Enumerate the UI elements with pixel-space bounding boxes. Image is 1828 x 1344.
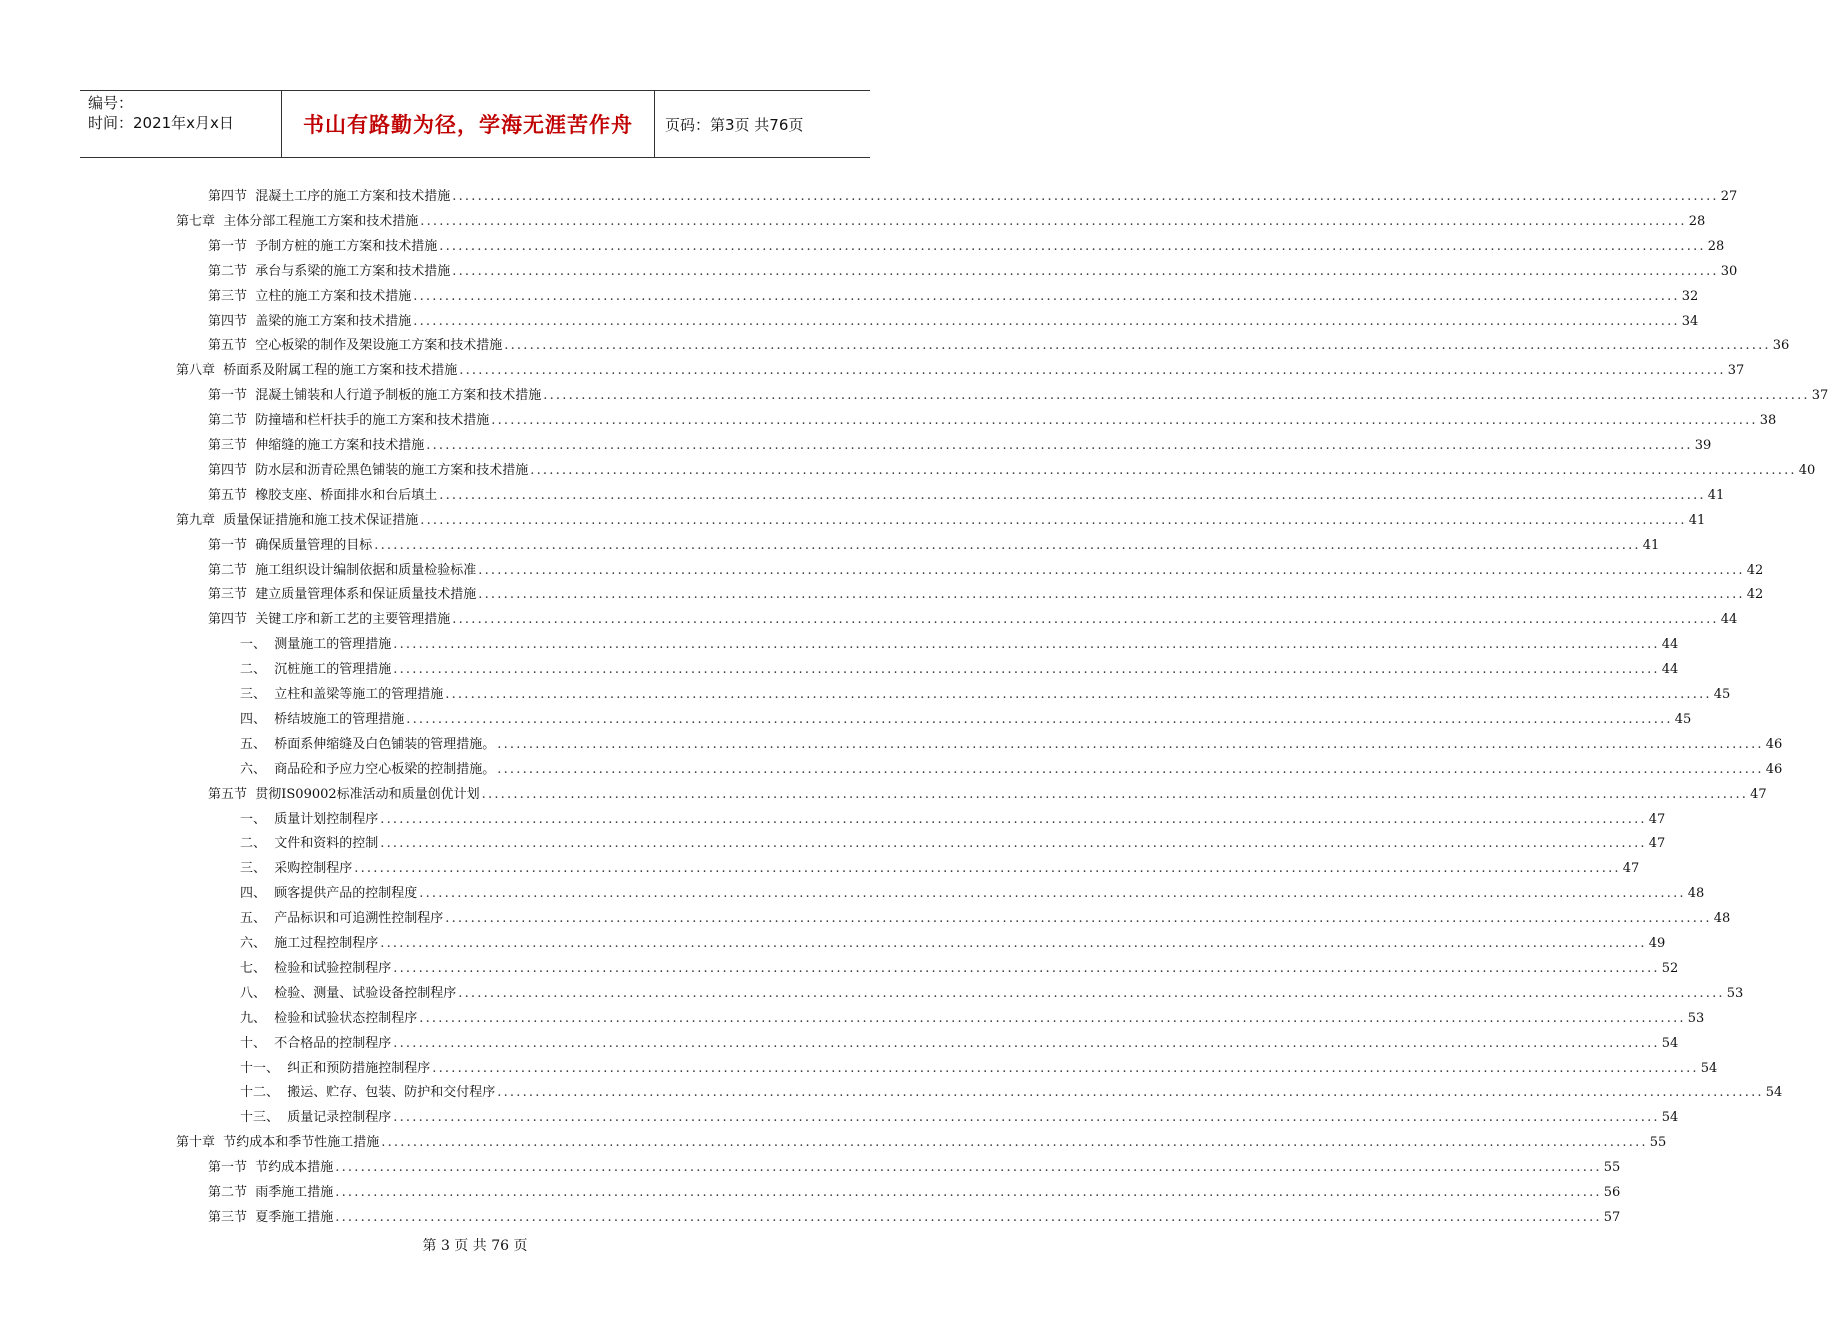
toc-entry[interactable] bbox=[240, 1031, 1679, 1053]
toc-entry-page: 28 bbox=[1707, 238, 1725, 254]
toc-dot-leader: ........................................................................................................................................................................................................ bbox=[335, 1160, 1602, 1176]
toc-entry[interactable] bbox=[240, 981, 1744, 1003]
toc-entry-title: 第二节 防撞墙和栏杆扶手的施工方案和技术措施 bbox=[208, 413, 490, 429]
page-footer: 第 3 页 共 76 页 bbox=[422, 1238, 528, 1254]
toc-entry[interactable] bbox=[208, 234, 1725, 256]
toc-entry-page: 42 bbox=[1746, 562, 1764, 578]
toc-entry[interactable] bbox=[208, 782, 1767, 804]
toc-entry-page: 41 bbox=[1688, 512, 1706, 528]
toc-entry-page: 41 bbox=[1642, 537, 1660, 553]
toc-entry-page: 45 bbox=[1674, 711, 1692, 727]
toc-entry-title: 第四节 关键工序和新工艺的主要管理措施 bbox=[208, 612, 451, 628]
toc-entry-page: 28 bbox=[1688, 213, 1706, 229]
toc-entry[interactable] bbox=[208, 333, 1790, 355]
toc-dot-leader: ........................................................................................................................................................................................................ bbox=[420, 512, 1687, 528]
toc-entry[interactable] bbox=[208, 558, 1764, 580]
toc-entry-page: 47 bbox=[1648, 836, 1666, 852]
toc-entry-title: 第二节 施工组织设计编制依据和质量检验标准 bbox=[208, 562, 477, 578]
toc-dot-leader: ........................................................................................................................................................................................................ bbox=[543, 388, 1810, 404]
toc-entry-page: 55 bbox=[1603, 1160, 1621, 1176]
toc-entry[interactable] bbox=[208, 383, 1828, 405]
toc-entry-page: 27 bbox=[1720, 189, 1738, 204]
toc-entry[interactable] bbox=[208, 1155, 1621, 1177]
toc-entry[interactable] bbox=[208, 483, 1725, 505]
document-number-label: 编号： bbox=[88, 94, 134, 112]
header-page-number: 页码：第3页 共76页 bbox=[665, 115, 804, 134]
toc-entry-page: 49 bbox=[1648, 936, 1666, 951]
toc-entry-page: 47 bbox=[1750, 786, 1767, 802]
toc-entry[interactable] bbox=[176, 358, 1745, 380]
document-date: 时间：2021年x月x日 bbox=[88, 114, 234, 132]
toc-entry-title: 第九章 质量保证措施和施工技术保证措施 bbox=[176, 512, 419, 528]
toc-entry[interactable] bbox=[240, 707, 1692, 729]
toc-entry-title: 二、 文件和资料的控制 bbox=[240, 836, 379, 852]
toc-dot-leader: ........................................................................................................................................................................................................ bbox=[419, 886, 1686, 902]
toc-dot-leader: ........................................................................................................................................................................................................ bbox=[497, 736, 1764, 752]
toc-entry[interactable] bbox=[240, 1105, 1679, 1127]
toc-entry-title: 第四节 盖梁的施工方案和技术措施 bbox=[208, 313, 412, 329]
toc-entry-page: 45 bbox=[1713, 687, 1731, 702]
toc-entry-page: 30 bbox=[1720, 263, 1738, 279]
toc-dot-leader: ........................................................................................................................................................................................................ bbox=[354, 861, 1621, 877]
toc-entry[interactable] bbox=[208, 607, 1738, 629]
toc-dot-leader: ........................................................................................................................................................................................................ bbox=[393, 1110, 1660, 1126]
toc-entry-page: 57 bbox=[1603, 1209, 1621, 1225]
toc-dot-leader: ........................................................................................................................................................................................................ bbox=[481, 786, 1749, 802]
toc-entry-page: 54 bbox=[1765, 1085, 1783, 1101]
toc-dot-leader: ........................................................................................................................................................................................................ bbox=[439, 487, 1706, 503]
toc-entry-page: 34 bbox=[1681, 313, 1699, 329]
toc-dot-leader: ........................................................................................................................................................................................................ bbox=[478, 587, 1745, 603]
toc-entry-page: 47 bbox=[1622, 861, 1640, 877]
toc-entry-title: 三、 立柱和盖梁等施工的管理措施 bbox=[240, 687, 444, 702]
toc-entry[interactable] bbox=[208, 408, 1777, 430]
header-motto-cell bbox=[281, 91, 655, 157]
toc-entry-title: 第五节 空心板梁的制作及架设施工方案和技术措施 bbox=[208, 338, 503, 354]
toc-entry-title: 十、 不合格品的控制程序 bbox=[240, 1035, 392, 1051]
toc-entry-title: 第七章 主体分部工程施工方案和技术措施 bbox=[176, 213, 419, 229]
toc-dot-leader: ........................................................................................................................................................................................................ bbox=[335, 1209, 1602, 1225]
toc-entry-title: 第一节 混凝土铺装和人行道予制板的施工方案和技术措施 bbox=[208, 388, 542, 404]
toc-entry[interactable] bbox=[240, 956, 1679, 978]
toc-entry[interactable] bbox=[240, 657, 1679, 679]
toc-entry[interactable] bbox=[240, 1056, 1718, 1078]
toc-entry-title: 七、 检验和试验控制程序 bbox=[240, 960, 392, 976]
toc-entry-title: 四、 顾客提供产品的控制程度 bbox=[240, 886, 418, 902]
toc-entry-title: 第十章 节约成本和季节性施工措施 bbox=[176, 1135, 380, 1151]
toc-entry-page: 44 bbox=[1720, 612, 1738, 628]
toc-dot-leader: ........................................................................................................................................................................................................ bbox=[497, 1085, 1764, 1101]
toc-entry-title: 第一节 节约成本措施 bbox=[208, 1160, 334, 1176]
toc-entry[interactable] bbox=[208, 309, 1699, 331]
toc-entry-page: 48 bbox=[1713, 911, 1731, 927]
toc-entry-title: 第二节 承台与系梁的施工方案和技术措施 bbox=[208, 263, 451, 279]
toc-entry-page: 56 bbox=[1603, 1185, 1621, 1200]
toc-entry-page: 36 bbox=[1772, 338, 1790, 354]
toc-entry[interactable] bbox=[240, 831, 1666, 853]
toc-dot-leader: ........................................................................................................................................................................................................ bbox=[413, 313, 1680, 329]
toc-entry-page: 39 bbox=[1694, 438, 1712, 453]
toc-entry-title: 第三节 建立质量管理体系和保证质量技术措施 bbox=[208, 587, 477, 603]
toc-entry[interactable] bbox=[208, 458, 1816, 480]
toc-dot-leader: ........................................................................................................................................................................................................ bbox=[419, 1010, 1686, 1026]
toc-dot-leader: ........................................................................................................................................................................................................ bbox=[380, 811, 1647, 827]
header-motto: 书山有路勤为径，学海无涯苦作舟 bbox=[303, 113, 633, 137]
toc-dot-leader: ........................................................................................................................................................................................................ bbox=[459, 363, 1726, 379]
toc-entry[interactable] bbox=[208, 533, 1660, 555]
toc-entry-page: 54 bbox=[1661, 1110, 1679, 1126]
toc-entry-title: 第四节 防水层和沥青砼黑色铺装的施工方案和技术措施 bbox=[208, 462, 529, 478]
toc-entry-title: 一、 质量计划控制程序 bbox=[240, 811, 379, 827]
toc-entry-page: 40 bbox=[1798, 462, 1816, 478]
toc-entry-title: 第四节 混凝土工序的施工方案和技术措施 bbox=[208, 189, 451, 204]
toc-entry-title: 第二节 雨季施工措施 bbox=[208, 1185, 334, 1200]
toc-dot-leader: ........................................................................................................................................................................................................ bbox=[393, 960, 1660, 976]
toc-entry[interactable] bbox=[176, 508, 1706, 530]
toc-dot-leader: ........................................................................................................................................................................................................ bbox=[380, 936, 1647, 951]
toc-entry-page: 38 bbox=[1759, 413, 1777, 429]
toc-entry[interactable] bbox=[208, 1205, 1621, 1227]
toc-entry[interactable] bbox=[240, 732, 1783, 754]
toc-dot-leader: ........................................................................................................................................................................................................ bbox=[445, 687, 1712, 702]
toc-entry[interactable] bbox=[176, 1130, 1667, 1152]
toc-entry-title: 四、 桥结坡施工的管理措施 bbox=[240, 711, 405, 727]
toc-dot-leader: ........................................................................................................................................................................................................ bbox=[478, 562, 1745, 578]
toc-entry[interactable] bbox=[240, 807, 1666, 829]
toc-entry-title: 三、 采购控制程序 bbox=[240, 861, 353, 877]
header-page-info bbox=[655, 91, 870, 157]
toc-dot-leader: ........................................................................................................................................................................................................ bbox=[452, 263, 1719, 279]
toc-entry[interactable] bbox=[240, 931, 1666, 953]
toc-dot-leader: ........................................................................................................................................................................................................ bbox=[393, 637, 1660, 653]
toc-dot-leader: ........................................................................................................................................................................................................ bbox=[393, 1035, 1660, 1051]
toc-entry-title: 第一节 确保质量管理的目标 bbox=[208, 537, 373, 553]
toc-entry-page: 53 bbox=[1726, 985, 1744, 1001]
toc-dot-leader: ........................................................................................................................................................................................................ bbox=[406, 711, 1673, 727]
toc-entry-title: 第五节 贯彻IS09002标准活动和质量创优计划 bbox=[208, 786, 480, 802]
toc-entry-title: 十二、 搬运、贮存、包装、防护和交付程序 bbox=[240, 1085, 496, 1101]
toc-entry-page: 48 bbox=[1687, 886, 1705, 902]
toc-dot-leader: ........................................................................................................................................................................................................ bbox=[504, 338, 1771, 354]
toc-entry[interactable] bbox=[240, 1080, 1783, 1102]
toc-dot-leader: ........................................................................................................................................................................................................ bbox=[452, 612, 1719, 628]
header-meta bbox=[80, 91, 281, 157]
toc-dot-leader: ........................................................................................................................................................................................................ bbox=[426, 438, 1693, 453]
toc-entry-title: 九、 检验和试验状态控制程序 bbox=[240, 1010, 418, 1026]
toc-entry-page: 53 bbox=[1687, 1010, 1705, 1026]
toc-entry[interactable] bbox=[240, 632, 1679, 654]
toc-entry[interactable] bbox=[240, 881, 1705, 903]
toc-entry-page: 46 bbox=[1765, 736, 1783, 752]
toc-entry[interactable] bbox=[208, 184, 1738, 206]
toc-entry-title: 八、 检验、测量、试验设备控制程序 bbox=[240, 985, 457, 1001]
toc-entry-title: 第一节 予制方桩的施工方案和技术措施 bbox=[208, 238, 438, 254]
toc-dot-leader: ........................................................................................................................................................................................................ bbox=[380, 836, 1647, 852]
toc-entry-title: 第八章 桥面系及附属工程的施工方案和技术措施 bbox=[176, 363, 458, 379]
toc-entry-page: 44 bbox=[1661, 662, 1679, 678]
toc-entry-title: 十三、 质量记录控制程序 bbox=[240, 1110, 392, 1126]
toc-entry[interactable] bbox=[240, 906, 1731, 928]
toc-entry-page: 32 bbox=[1681, 288, 1699, 304]
toc-dot-leader: ........................................................................................................................................................................................................ bbox=[374, 537, 1641, 553]
toc-dot-leader: ........................................................................................................................................................................................................ bbox=[393, 662, 1660, 678]
toc-entry-title: 第三节 夏季施工措施 bbox=[208, 1209, 334, 1225]
toc-entry-page: 46 bbox=[1765, 761, 1783, 777]
toc-dot-leader: ........................................................................................................................................................................................................ bbox=[491, 413, 1758, 429]
toc-entry[interactable] bbox=[208, 582, 1764, 604]
toc-entry-page: 52 bbox=[1661, 960, 1679, 976]
toc-entry[interactable] bbox=[240, 1006, 1705, 1028]
toc-entry[interactable] bbox=[208, 433, 1712, 455]
toc-entry-page: 41 bbox=[1707, 487, 1725, 503]
page-header bbox=[80, 90, 870, 158]
toc-dot-leader: ........................................................................................................................................................................................................ bbox=[530, 462, 1797, 478]
toc-entry-page: 37 bbox=[1811, 388, 1828, 404]
toc-entry[interactable] bbox=[208, 284, 1699, 306]
toc-entry[interactable] bbox=[208, 1180, 1621, 1202]
toc-entry-title: 第三节 伸缩缝的施工方案和技术措施 bbox=[208, 438, 425, 453]
toc-dot-leader: ........................................................................................................................................................................................................ bbox=[381, 1135, 1648, 1151]
toc-entry[interactable] bbox=[240, 682, 1731, 704]
toc-entry-page: 42 bbox=[1746, 587, 1764, 603]
toc-entry-title: 十一、 纠正和预防措施控制程序 bbox=[240, 1060, 431, 1076]
toc-entry[interactable] bbox=[240, 757, 1783, 779]
toc-entry[interactable] bbox=[240, 856, 1640, 878]
toc-entry[interactable] bbox=[176, 209, 1706, 231]
toc-entry-title: 六、 商品砼和予应力空心板梁的控制措施。 bbox=[240, 761, 496, 777]
toc-entry-title: 五、 桥面系伸缩缝及白色铺装的管理措施。 bbox=[240, 736, 496, 752]
toc-dot-leader: ........................................................................................................................................................................................................ bbox=[452, 189, 1719, 204]
toc-entry-title: 一、 测量施工的管理措施 bbox=[240, 637, 392, 653]
toc-entry-page: 54 bbox=[1661, 1035, 1679, 1051]
toc-dot-leader: ........................................................................................................................................................................................................ bbox=[458, 985, 1725, 1001]
toc-dot-leader: ........................................................................................................................................................................................................ bbox=[497, 761, 1764, 777]
toc-entry-page: 55 bbox=[1649, 1135, 1667, 1151]
toc-entry-title: 二、 沉桩施工的管理措施 bbox=[240, 662, 392, 678]
toc-entry-title: 第五节 橡胶支座、桥面排水和台后填土 bbox=[208, 487, 438, 503]
toc-entry-title: 五、 产品标识和可追溯性控制程序 bbox=[240, 911, 444, 927]
toc-dot-leader: ........................................................................................................................................................................................................ bbox=[439, 238, 1706, 254]
toc-entry-title: 六、 施工过程控制程序 bbox=[240, 936, 379, 951]
toc-entry[interactable] bbox=[208, 259, 1738, 281]
toc-entry-title: 第三节 立柱的施工方案和技术措施 bbox=[208, 288, 412, 304]
toc-entry-page: 54 bbox=[1700, 1060, 1718, 1076]
toc-dot-leader: ........................................................................................................................................................................................................ bbox=[335, 1185, 1602, 1200]
toc-dot-leader: ........................................................................................................................................................................................................ bbox=[432, 1060, 1699, 1076]
toc-entry-page: 37 bbox=[1727, 363, 1745, 379]
toc-dot-leader: ........................................................................................................................................................................................................ bbox=[420, 213, 1687, 229]
toc-entry-page: 47 bbox=[1648, 811, 1666, 827]
toc-entry-page: 44 bbox=[1661, 637, 1679, 653]
toc-dot-leader: ........................................................................................................................................................................................................ bbox=[445, 911, 1712, 927]
toc-dot-leader: ........................................................................................................................................................................................................ bbox=[413, 288, 1680, 304]
